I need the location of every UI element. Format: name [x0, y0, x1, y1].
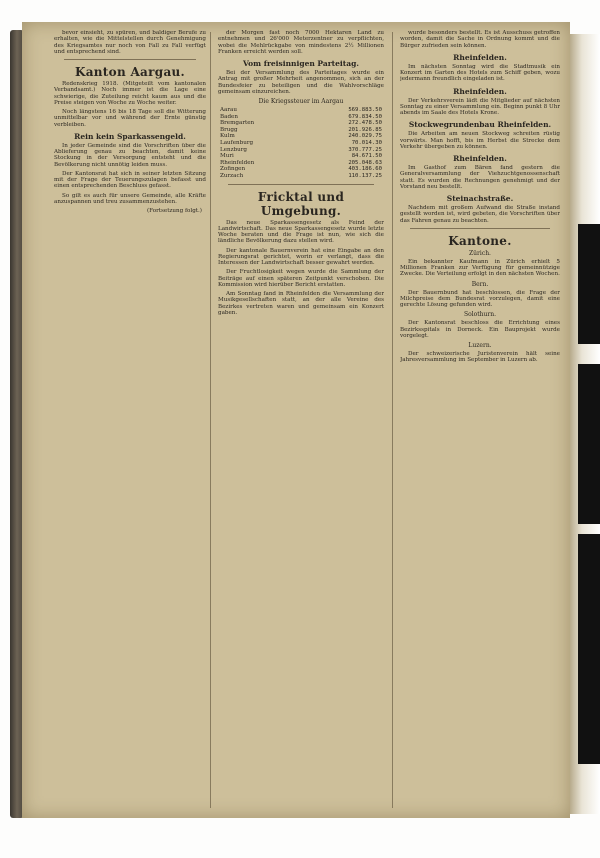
column-1 — [54, 30, 206, 810]
tax-amount: 679.834.50 — [348, 113, 382, 120]
col3-paragraph: Die Arbeiten am neuen Stockweg schreiten rüstig vorwärts. Man hofft, bis im Herbst die Strecke dem Verkehr übergeben zu können. — [400, 131, 560, 150]
col3-paragraph: Nachdem mit großem Aufwand die Straße instand gestellt worden ist, wird gebeten, die Vorschriften über das Fahren genau zu beachten. — [400, 205, 560, 224]
tax-amount: 201.926.85 — [348, 126, 382, 133]
subheading-zurich: Zürich. — [469, 249, 491, 257]
col2-paragraph: Das neue Sparkassengesetz als Feind der Landwirtschaft. Das neue Sparkassengesetz wurde letzte Woche beraten und die Frage ist nun, wie sich die ländliche Bevölkerung dazu stellen wird. — [218, 219, 384, 245]
subheading-rheinfelden-2: Rheinfelden. — [453, 86, 507, 96]
tax-table-row — [218, 107, 384, 114]
col1-paragraph: In jeder Gemeinde sind die Vorschriften über die Ablieferung genau zu beachten, damit keine Stockung in der Versorgung entsteht und die Bevölkerung nicht unnötig leiden muss. — [54, 142, 206, 168]
col2-paragraph: der Morgen fast noch 7000 Hektaren Land zu entnehmen und 26'000 Meterzentner zu verpflichten, wobei die Mehlrückgabe von mindestens 2½ Millionen Franken erreicht werden soll. — [218, 30, 384, 55]
col3-paragraph: wurde besonders bestellt. Es ist Ausschuss getroffen worden, damit die Sache in Ordnung kommt und die Bürger zufrieden sein können. — [400, 30, 560, 49]
tax-table-row — [218, 114, 384, 121]
subheading-solothurn: Solothurn. — [463, 311, 497, 319]
district-name: Lenzburg — [220, 146, 248, 153]
newspaper-page — [22, 22, 570, 818]
col1-paragraph: Redenskrieg 1918. (Mitgeteilt vom kantonalen Verbandsamt.) Noch immer ist die Lage eine schwierige, die Zuteilung reicht kaum aus und die Preise steigen von Woche zu Woche weiter. — [54, 81, 206, 106]
subheading-sparkassengeld: Rein kein Sparkassengeld. — [74, 131, 186, 141]
col3-paragraph: Der Verkehrsverein lädt die Mitglieder auf nächsten Sonntag zu einer Versammlung ein. Beginn punkt 8 Uhr abends im Saale des Hotels Krone. — [400, 97, 560, 116]
district-name: Rheinfelden — [220, 159, 255, 166]
col3-paragraph: Der Kantonsrat beschloss die Errichtung eines Bezirksspitals in Dorneck. Ein Bauprojekt wurde vorgelegt. — [400, 320, 560, 339]
adjacent-page-edge — [570, 34, 600, 814]
tax-table-row — [218, 173, 384, 180]
tax-table-row — [218, 153, 384, 160]
col1-paragraph: bevor einsieht, zu spüren, und baldiger Berufe zu erhalten, wie die Mittelstellen durch Genehmigung des Kriegsamtes nur noch von Fall zu Fall verfügt und entsprechend sind. — [54, 30, 206, 55]
col2-paragraph: Der kantonale Bauernverein hat eine Eingabe an den Regierungsrat gerichtet, worin er verlangt, dass die Interessen der Landwirtschaft besser gewahrt werden. — [218, 247, 384, 267]
tax-table — [218, 107, 384, 180]
tax-table-row — [218, 160, 384, 167]
col1-paragraph: Der Kantonsrat hat sich in seiner letzten Sitzung mit der Frage der Teuerungszulagen befasst und einen entsprechenden Beschluss gefasst. — [54, 170, 206, 190]
col2-paragraph: Am Sonntag fand in Rheinfelden die Versammlung der Musikgesellschaften statt, an der alle Vereine des Bezirkes vertreten waren und gemeinsam ein Konzert gaben. — [218, 291, 384, 316]
heading-kanton-aargau: Kanton Aargau. — [74, 65, 186, 79]
heading-fricktal: Fricktal und Umgebung. — [257, 189, 345, 218]
district-name: Bremgarten — [220, 120, 255, 127]
district-name: Kulm — [220, 133, 235, 140]
tax-table-row — [218, 133, 384, 140]
tax-amount: 403.186.60 — [348, 166, 382, 173]
tax-amount: 110.137.25 — [348, 172, 382, 179]
column-3 — [400, 30, 560, 810]
tax-amount: 569.883.50 — [348, 107, 382, 113]
district-name: Zurzach — [220, 172, 244, 179]
col3-paragraph: Der Bauernbund hat beschlossen, die Frage der Milchpreise dem Bundesrat vorzulegen, damit eine gerechte Lösung gefunden wird. — [400, 289, 560, 308]
district-name: Baden — [220, 113, 238, 120]
subheading-steinach: Steinachstraße. — [446, 194, 514, 203]
tax-amount: 272.478.50 — [348, 120, 382, 127]
tax-amount: 240.029.75 — [348, 133, 382, 140]
tax-table-row — [218, 166, 384, 173]
tax-table-row — [218, 127, 384, 134]
col3-paragraph: Ein bekannter Kaufmann in Zürich erhielt 5 Millionen Franken zur Verfügung für gemeinnützige Zwecke. Die Verteilung erfolgt in den nächsten Wochen. — [400, 258, 560, 278]
district-name: Muri — [220, 153, 234, 160]
subheading-luzern: Luzern. — [468, 342, 492, 349]
subheading-rheinfelden-3: Rheinfelden. — [453, 154, 507, 163]
tax-table-row — [218, 140, 384, 147]
tax-amount: 205.048.63 — [348, 159, 382, 166]
heading-kantone: Kantone. — [448, 233, 512, 248]
column-2 — [218, 30, 384, 810]
tax-amount: 70.014.30 — [351, 139, 382, 146]
subheading-bern: Bern. — [471, 280, 489, 288]
tax-amount: 84.671.50 — [351, 153, 382, 160]
district-name: Laufenburg — [220, 139, 254, 146]
col1-paragraph: Noch längstens 16 bis 18 Tage soll die Witterung unmittelbar vor und während der Ernte günstig verbleiben. — [54, 109, 206, 128]
subheading-rheinfelden-1: Rheinfelden. — [453, 52, 507, 62]
subheading-stockweg: Stockwegrundenbau Rheinfelden. — [408, 120, 552, 130]
tax-table-row — [218, 147, 384, 154]
col3-paragraph: Im Gasthof zum Bären fand gestern die Generalversammlung der Viehzuchtgenossenschaft statt. Es wurden die Rechnungen genehmigt und der Vorstand neu bestellt. — [400, 165, 560, 190]
col3-paragraph: Der schweizerische Juristenverein hält seine Jahresversammlung im September in Luzern ab. — [400, 351, 560, 364]
col3-paragraph: Im nächsten Sonntag wird die Stadtmusik ein Konzert im Garten des Hotels zum Schiff geben, wozu jedermann freundlich eingeladen ist. — [400, 63, 560, 83]
col1-paragraph: So gilt es auch für unsere Gemeinde, alle Kräfte anzuspannen und treu zusammenzustehen. — [54, 192, 206, 205]
col2-paragraph: Bei der Versammlung des Parteitages wurde ein Antrag mit großer Mehrheit angenommen, sich an der Bundesfeier zu beteiligen und die Wahlvorschläge gemeinsam einzureichen. — [218, 70, 384, 95]
district-name: Aarau — [220, 107, 237, 113]
table-title: Die Kriegssteuer im Aargau — [258, 98, 344, 105]
district-name: Brugg — [220, 126, 238, 133]
tax-table-row — [218, 120, 384, 127]
subheading-parteitag: Vom freisinnigen Parteitag. — [243, 59, 359, 68]
continuation-note: (Fortsetzung folgt.) — [146, 208, 202, 214]
tax-amount: 370.777.25 — [348, 146, 382, 153]
col2-paragraph: Der Fruchtlosigkeit wegen wurde die Sammlung der Beiträge auf einen späteren Zeitpunkt verschoben. Die Kommission wird hierüber Bericht erstatten. — [218, 269, 384, 288]
district-name: Zofingen — [220, 166, 246, 173]
